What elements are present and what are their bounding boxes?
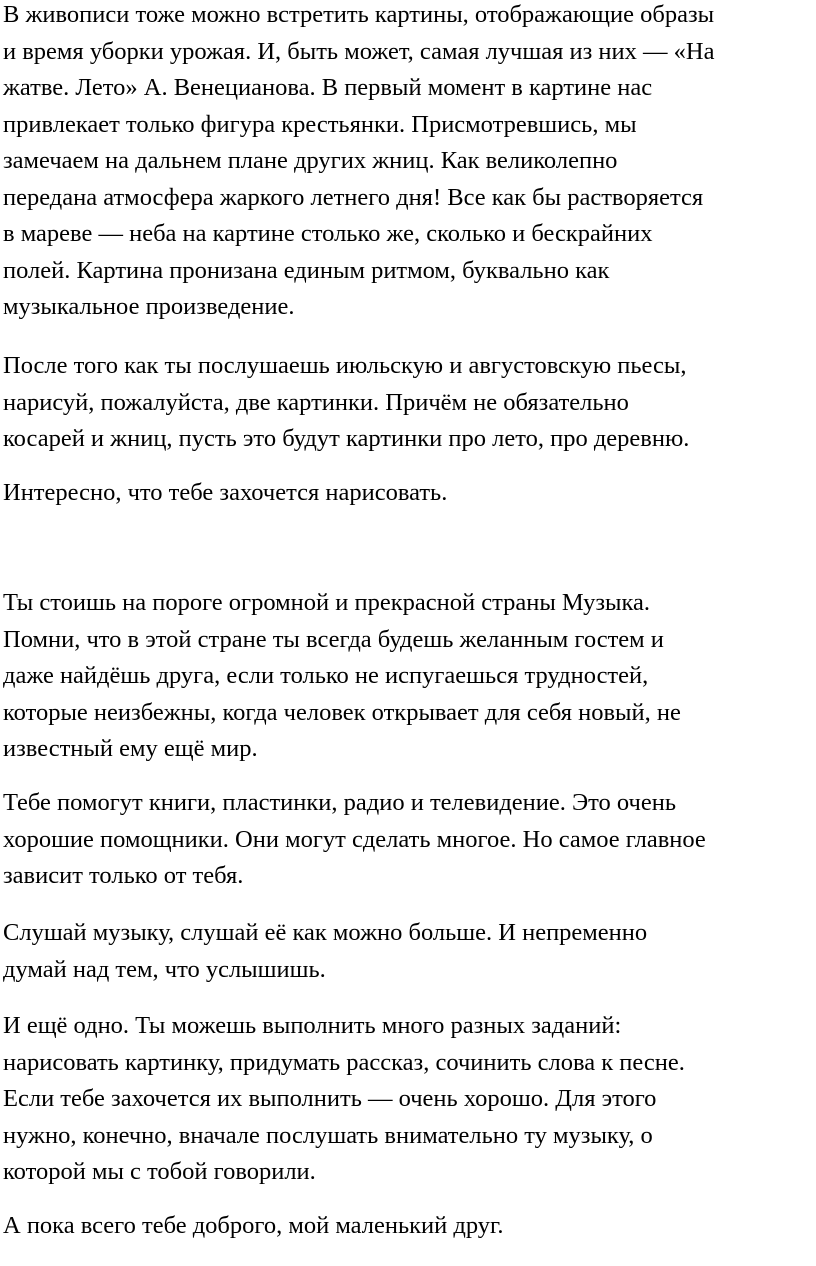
text-line: в мареве — неба на картине столько же, сколько и бескрайних bbox=[3, 220, 653, 247]
text-line: замечаем на дальнем плане других жниц. Как великолепно bbox=[3, 147, 618, 174]
text-line: А пока всего тебе доброго, мой маленький друг. bbox=[3, 1212, 504, 1239]
text-line: которые неизбежны, когда человек открывает для себя новый, не bbox=[3, 698, 681, 726]
text-line: полей. Картина пронизана единым ритмом, буквально как bbox=[3, 256, 610, 284]
text-line: известный ему ещё мир. bbox=[3, 735, 258, 762]
text-line: И ещё одно. Ты можешь выполнить много разных заданий: bbox=[3, 1012, 622, 1039]
text-line: и время уборки урожая. И, быть может, самая лучшая из них — «На bbox=[3, 37, 715, 65]
text-line: В живописи тоже можно встретить картины, отображающие образы bbox=[3, 1, 715, 28]
text-line: жатве. Лето» А. Венецианова. В первый момент в картине нас bbox=[3, 74, 653, 101]
text-line: Интересно, что тебе захочется нарисовать. bbox=[3, 479, 448, 506]
text-line: передана атмосфера жаркого летнего дня! Все как бы растворяется bbox=[3, 183, 704, 211]
paragraph-listen bbox=[3, 915, 647, 988]
text-line: косарей и жниц, пусть это будут картинки про лето, про деревню. bbox=[3, 425, 690, 452]
text-line: хорошие помощники. Они могут сделать многое. Но самое главное bbox=[3, 825, 706, 853]
text-line: Помни, что в этой стране ты всегда будешь желанным гостем и bbox=[3, 625, 664, 653]
text-line: даже найдёшь друга, если только не испугаешься трудностей, bbox=[3, 662, 649, 689]
text-line: Тебе помогут книги, пластинки, радио и телевидение. Это очень bbox=[3, 789, 677, 816]
paragraph-helpers bbox=[3, 785, 706, 895]
text-line: Слушай музыку, слушай её как можно больше. И непременно bbox=[3, 919, 648, 946]
paragraph-interesting bbox=[3, 475, 447, 512]
text-line: Ты стоишь на пороге огромной и прекрасной страны Музыка. bbox=[3, 589, 651, 616]
paragraph-farewell bbox=[3, 1208, 503, 1245]
paragraph-tasks bbox=[3, 1008, 685, 1191]
text-line: нарисуй, пожалуйста, две картинки. Причём не обязательно bbox=[3, 388, 629, 416]
text-line: привлекает только фигура крестьянки. Присмотревшись, мы bbox=[3, 110, 637, 138]
paragraph-music-country bbox=[3, 585, 681, 768]
text-line: зависит только от тебя. bbox=[3, 862, 244, 889]
text-line: После того как ты послушаешь июльскую и августовскую пьесы, bbox=[3, 352, 687, 379]
text-line: нужно, конечно, вначале послушать внимательно ту музыку, о bbox=[3, 1121, 653, 1149]
paragraph-drawing-task bbox=[3, 348, 689, 458]
paragraph-painting bbox=[3, 0, 714, 326]
text-line: нарисовать картинку, придумать рассказ, сочинить слова к песне. bbox=[3, 1048, 685, 1076]
text-line: думай над тем, что услышишь. bbox=[3, 955, 326, 983]
text-line: которой мы с тобой говорили. bbox=[3, 1158, 316, 1185]
text-line: музыкальное произведение. bbox=[3, 293, 295, 320]
text-line: Если тебе захочется их выполнить — очень хорошо. Для этого bbox=[3, 1085, 657, 1112]
